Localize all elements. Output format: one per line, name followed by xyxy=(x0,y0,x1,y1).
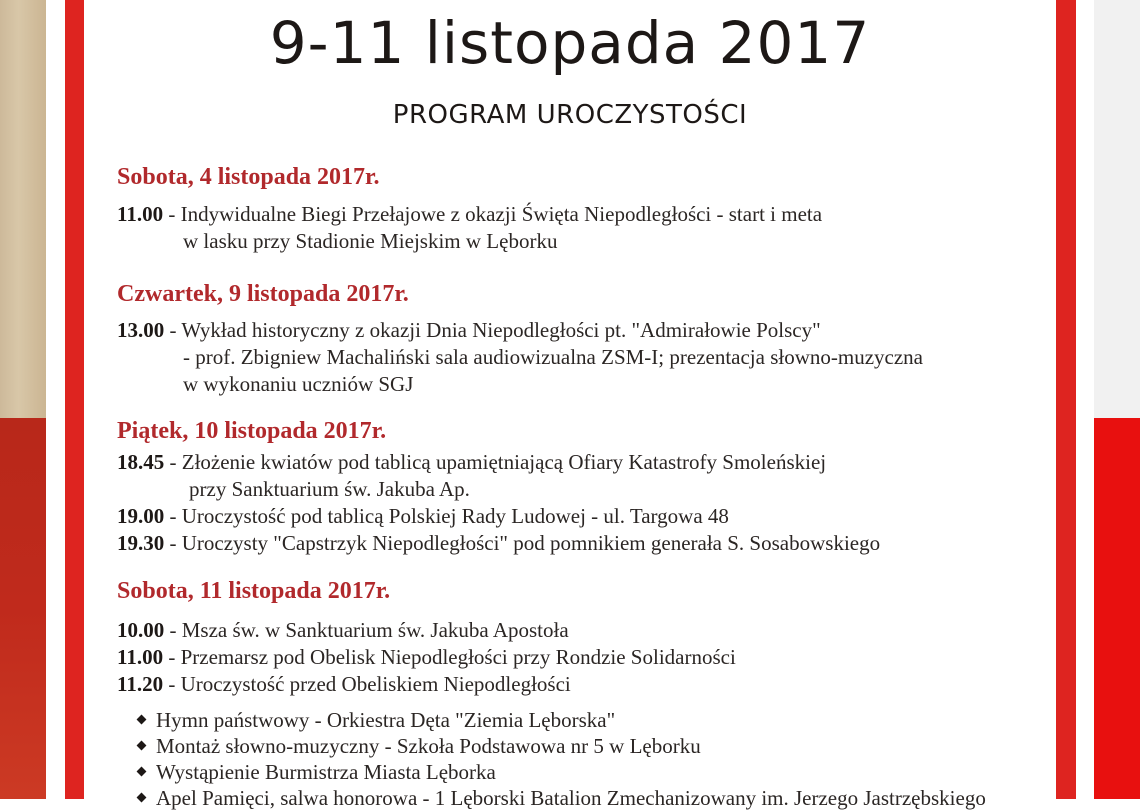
red-border-right xyxy=(1056,0,1076,799)
event-time: 11.20 xyxy=(117,672,164,696)
event-entry xyxy=(117,671,571,698)
day-heading: Sobota, 11 listopada 2017r. xyxy=(117,578,391,604)
flag-red-stripe-left xyxy=(0,418,46,799)
event-text: - Uroczystość pod tablicą Polskiej Rady Ludowej - ul. Targowa 48 xyxy=(164,504,729,528)
event-continuation: - prof. Zbigniew Machaliński sala audiowizualna ZSM-I; prezentacja słowno-muzyczna xyxy=(183,345,923,369)
flag-white-stripe-left xyxy=(0,0,46,418)
program-bullet-item xyxy=(138,707,615,734)
event-entry xyxy=(117,317,923,398)
diamond-bullet-icon xyxy=(137,741,147,751)
page-title: 9-11 listopada 2017 xyxy=(269,9,871,77)
red-border-left xyxy=(65,0,84,799)
diamond-bullet-icon xyxy=(137,793,147,803)
program-bullet-item xyxy=(138,759,496,786)
event-entry xyxy=(117,503,729,530)
background-flag-right xyxy=(1094,0,1140,799)
event-entry xyxy=(117,617,569,644)
diamond-bullet-icon xyxy=(137,767,147,777)
program-bullet-item xyxy=(138,733,701,760)
event-text: - Uroczysty "Capstrzyk Niepodległości" pod pomnikiem generała S. Sosabowskiego xyxy=(164,531,881,555)
day-heading: Piątek, 10 listopada 2017r. xyxy=(117,418,387,444)
event-time: 11.00 xyxy=(117,645,164,669)
event-entry xyxy=(117,449,826,503)
event-time: 13.00 xyxy=(117,318,165,342)
background-flag-left xyxy=(0,0,46,799)
event-entry xyxy=(117,201,822,255)
diamond-bullet-icon xyxy=(137,715,147,725)
event-continuation: przy Sanktuarium św. Jakuba Ap. xyxy=(189,477,470,501)
event-entry xyxy=(117,530,880,557)
event-time: 18.45 xyxy=(117,450,165,474)
event-text: - Indywidualne Biegi Przełajowe z okazji Święta Niepodległości - start i meta xyxy=(163,202,823,226)
flag-red-stripe-right xyxy=(1094,418,1140,799)
event-text: - Złożenie kwiatów pod tablicą upamiętniającą Ofiary Katastrofy Smoleńskiej xyxy=(164,450,827,474)
event-continuation: w lasku przy Stadionie Miejskim w Lęborku xyxy=(183,229,558,253)
event-text: - Msza św. w Sanktuarium św. Jakuba Apostoła xyxy=(164,618,569,642)
event-time: 10.00 xyxy=(117,618,165,642)
program-document xyxy=(84,0,1056,810)
event-text: - Wykład historyczny z okazji Dnia Niepodległości pt. "Admirałowie Polscy" xyxy=(164,318,821,342)
event-text: - Przemarsz pod Obelisk Niepodległości przy Rondzie Solidarności xyxy=(163,645,736,669)
flag-white-stripe-right xyxy=(1094,0,1140,418)
day-heading: Sobota, 4 listopada 2017r. xyxy=(117,164,380,190)
event-continuation: w wykonaniu uczniów SGJ xyxy=(183,372,414,396)
event-time: 11.00 xyxy=(117,202,164,226)
bullet-text: Montaż słowno-muzyczny - Szkoła Podstawowa nr 5 w Lęborku xyxy=(156,734,701,758)
white-margin-right xyxy=(1076,0,1094,799)
page-subtitle: PROGRAM UROCZYSTOŚCI xyxy=(392,100,748,130)
event-entry xyxy=(117,644,736,671)
bullet-text: Hymn państwowy - Orkiestra Dęta "Ziemia Lęborska" xyxy=(156,708,616,732)
bullet-text: Apel Pamięci, salwa honorowa - 1 Lęborski Batalion Zmechanizowany im. Jerzego Jastrzębskiego xyxy=(156,786,986,810)
day-heading: Czwartek, 9 listopada 2017r. xyxy=(117,281,409,307)
event-text: - Uroczystość przed Obeliskiem Niepodległości xyxy=(163,672,571,696)
event-time: 19.30 xyxy=(117,531,165,555)
white-margin-left xyxy=(46,0,65,799)
bullet-text: Wystąpienie Burmistrza Miasta Lęborka xyxy=(156,760,496,784)
event-time: 19.00 xyxy=(117,504,165,528)
